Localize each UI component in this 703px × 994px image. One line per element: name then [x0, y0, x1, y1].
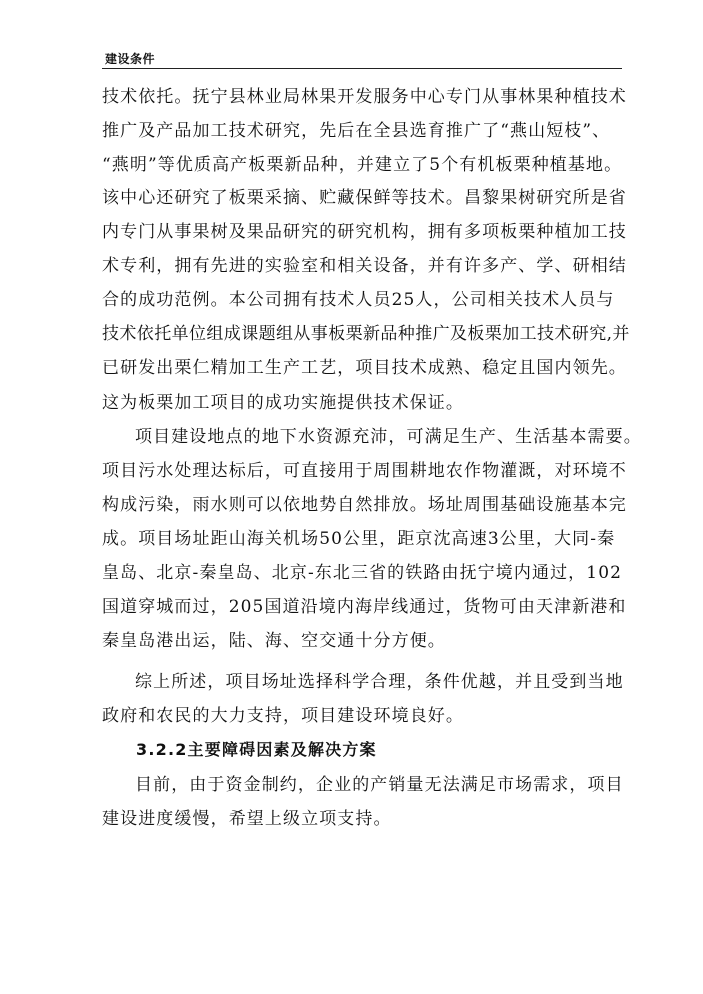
text-line: 该中心还研究了板栗采摘、贮藏保鲜等技术。昌黎果树研究所是省: [102, 188, 627, 208]
text-line: 国道穿城而过，205国道沿境内海岸线通过，货物可由天津新港和: [102, 597, 627, 617]
text-line: “燕明”等优质高产板栗新品种，并建立了5个有机板栗种植基地。: [102, 155, 623, 175]
section-heading: 3.2.2主要障碍因素及解决方案: [136, 740, 377, 759]
text-line: 内专门从事果树及果品研究的研究机构，拥有多项板栗种植加工技: [102, 222, 627, 242]
text-line: 构成污染，雨水则可以依地势自然排放。场址周围基础设施基本完: [102, 495, 627, 515]
text-line: 推广及产品加工技术研究，先后在全县选育推广了“燕山短枝”、: [102, 121, 611, 141]
text-line: 皇岛、北京-秦皇岛、北京-东北三省的铁路由抚宁境内通过，102: [102, 563, 623, 583]
text-line: 建设进度缓慢，希望上级立项支持。: [102, 809, 392, 829]
text-line: 项目污水处理达标后，可直接用于周围耕地农作物灌溉，对环境不: [102, 461, 627, 481]
text-line: 秦皇岛港出运，陆、海、空交通十分方便。: [102, 631, 446, 651]
text-line: 成。项目场址距山海关机场50公里，距京沈高速3公里，大同-秦: [102, 529, 616, 549]
text-line: 已研发出栗仁精加工生产工艺，项目技术成熟、稳定且国内领先。: [102, 358, 627, 378]
text-line: 目前，由于资金制约，企业的产销量无法满足市场需求，项目: [135, 775, 624, 795]
header-title: 建设条件: [105, 52, 156, 66]
text-line: 技术依托。抚宁县林业局林果开发服务中心专门从事林果种植技术: [102, 87, 627, 107]
text-line: 技术依托单位组成课题组从事板栗新品种推广及板栗加工技术研究,并: [102, 324, 630, 344]
page-header: [102, 48, 622, 69]
text-line: 合的成功范例。本公司拥有技术人员25人，公司相关技术人员与: [102, 290, 615, 310]
text-line: 项目建设地点的地下水资源充沛，可满足生产、生活基本需要。: [135, 427, 642, 447]
text-line: 术专利，拥有先进的实验室和相关设备，并有许多产、学、研相结: [102, 256, 627, 276]
text-line: 综上所述，项目场址选择科学合理，条件优越，并且受到当地: [135, 672, 624, 692]
text-line: 这为板栗加工项目的成功实施提供技术保证。: [102, 393, 464, 413]
text-line: 政府和农民的大力支持，项目建设环境良好。: [102, 706, 464, 726]
